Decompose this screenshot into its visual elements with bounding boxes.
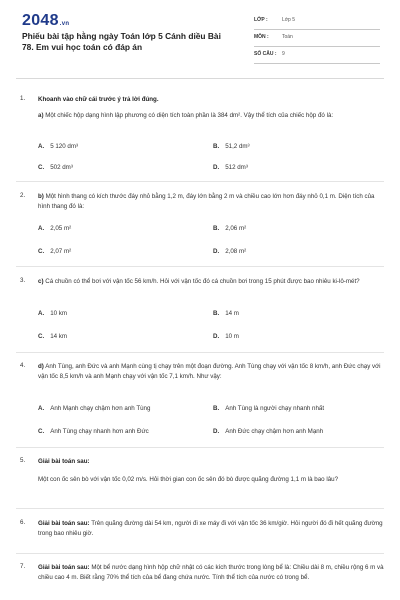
- meta-value-subject: Toán: [282, 34, 293, 40]
- option-c[interactable]: C. 14 km: [38, 333, 68, 340]
- meta-key-subject: MÔN :: [254, 34, 269, 40]
- meta-row-subject: [254, 30, 380, 47]
- meta-value-count: 9: [282, 51, 285, 57]
- question-number: 3.: [20, 277, 26, 284]
- question-number: 1.: [20, 95, 26, 102]
- logo-text: 2048: [22, 12, 59, 29]
- option-d[interactable]: D. 512 dm³: [213, 164, 248, 171]
- meta-row-count: [254, 47, 380, 64]
- page-header: [0, 0, 400, 76]
- question-divider: [16, 447, 384, 448]
- question-text: Một con ốc sên bò với vận tốc 0,02 m/s. Hỏi thời gian con ốc sên đó bò được quãng đường 1,1 m là bao lâu?: [38, 476, 339, 483]
- question-heading: Giải bài toán sau:: [38, 458, 90, 465]
- logo-suffix: .vn: [59, 21, 70, 27]
- meta-table: [254, 13, 380, 64]
- question-number: 7.: [20, 563, 26, 570]
- option-a[interactable]: A. 2,05 m²: [38, 225, 72, 232]
- option-d[interactable]: D. Anh Đức chạy chậm hơn anh Mạnh: [213, 428, 324, 435]
- question-text: Giải bài toán sau: Trên quãng đường dài 54 km, người đi xe máy đi với vận tốc 36 km/giờ. Hỏi người đó đi hết quãng đường trong bao nhiêu giờ.: [38, 520, 383, 537]
- question-text: Giải bài toán sau: Một bể nước dạng hình hộp chữ nhật có các kích thước trong lòng bể là: Chiều dài 8 m, chiều rộng 6 m và chiều cao 4 m. Biết rằng 70% thể tích của bể đang chứa nước. Tính thể tích của nước có trong bể.: [38, 564, 384, 581]
- option-b[interactable]: B. 14 m: [213, 310, 239, 317]
- question-number: 6.: [20, 519, 26, 526]
- question-number: 4.: [20, 362, 26, 369]
- question-divider: [16, 508, 384, 509]
- meta-key-count: SỐ CÂU :: [254, 51, 277, 57]
- question-number: 2.: [20, 192, 26, 199]
- option-a[interactable]: A. 10 km: [38, 310, 68, 317]
- question-text: c) Cá chuồn có thể bơi với vận tốc 56 km/h. Hỏi với vận tốc đó cá chuồn bơi trong 15 phút được bao nhiêu ki-lô-mét?: [38, 278, 360, 285]
- site-logo[interactable]: [22, 12, 69, 30]
- page-title: Phiếu bài tập hằng ngày Toán lớp 5 Cánh diều Bài 78. Em vui học toán có đáp án: [22, 31, 221, 52]
- option-b[interactable]: B. 51,2 dm³: [213, 143, 250, 150]
- header-divider: [16, 78, 384, 79]
- question-text: d) Anh Tùng, anh Đức và anh Mạnh cùng tị chạy trên một đoạn đường. Anh Tùng chạy với vận tốc 8 km/h, anh Đức chạy với vận tốc 8,5 km/h và anh Mạnh chạy với vận tốc 7,1 km/h. Như vậy:: [38, 363, 381, 380]
- option-a[interactable]: A. 5 120 dm³: [38, 143, 79, 150]
- option-d[interactable]: D. 10 m: [213, 333, 239, 340]
- option-a[interactable]: A. Anh Mạnh chạy chậm hơn anh Tùng: [38, 405, 151, 412]
- meta-value-class: Lớp 5: [282, 17, 296, 23]
- question-heading: Khoanh vào chữ cái trước ý trả lời đúng.: [38, 96, 159, 103]
- option-b[interactable]: B. Anh Tùng là người chạy nhanh nhất: [213, 405, 325, 412]
- question-text: a) Một chiếc hộp dạng hình lập phương có diện tích toàn phần là 384 dm². Vậy thể tích của chiếc hộp đó là:: [38, 112, 334, 119]
- option-b[interactable]: B. 2,06 m²: [213, 225, 247, 232]
- question-divider: [16, 352, 384, 353]
- option-c[interactable]: C. Anh Tùng chạy nhanh hơn anh Đức: [38, 428, 149, 435]
- option-c[interactable]: C. 2,07 m²: [38, 248, 72, 255]
- question-text: b) Một hình thang có kích thước đáy nhỏ bằng 1,2 m, đáy lớn bằng 2 m và chiều cao lớn hơn đáy nhỏ 0,1 m. Diện tích của hình thang đó là:: [38, 193, 375, 210]
- meta-row-class: [254, 13, 380, 30]
- question-divider: [16, 553, 384, 554]
- option-d[interactable]: D. 2,08 m²: [213, 248, 247, 255]
- option-c[interactable]: C. 502 dm³: [38, 164, 73, 171]
- question-divider: [16, 181, 384, 182]
- question-number: 5.: [20, 457, 26, 464]
- question-divider: [16, 266, 384, 267]
- meta-key-class: LỚP :: [254, 17, 268, 23]
